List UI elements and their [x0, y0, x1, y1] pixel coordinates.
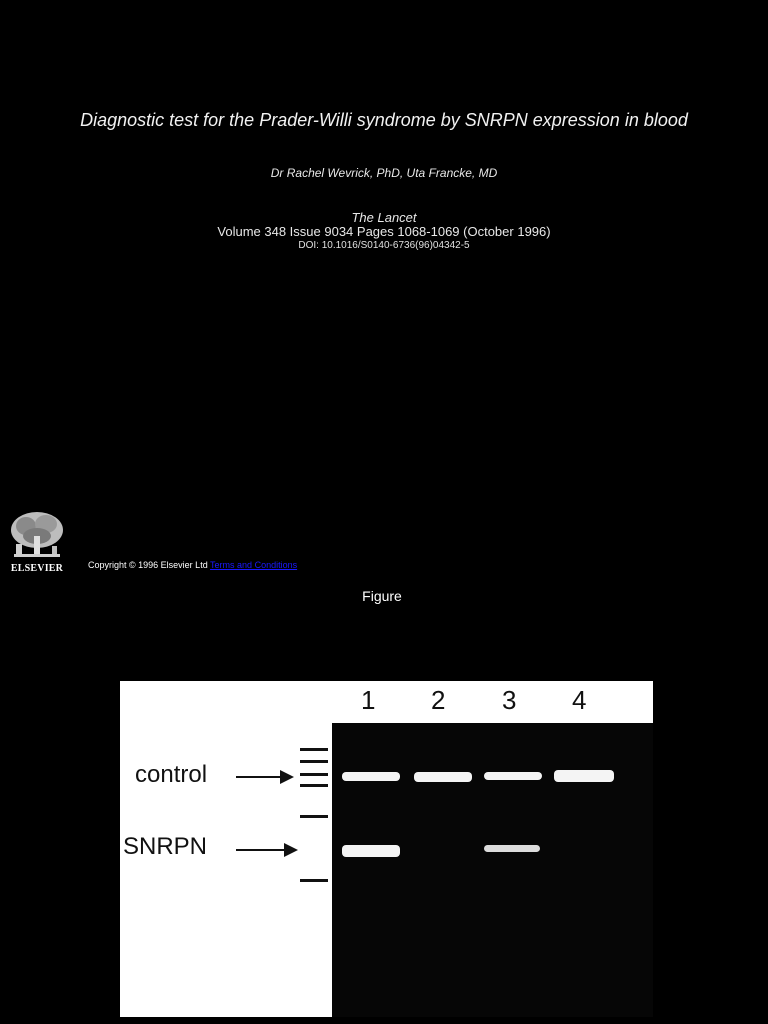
snrpn-arrow-icon: [236, 849, 296, 851]
volume-info: Volume 348 Issue 9034 Pages 1068-1069 (October 1996): [217, 224, 551, 239]
size-marker: [300, 815, 328, 818]
control-band-lane-1: [342, 772, 400, 781]
gel-image: [332, 723, 653, 1017]
elsevier-logo: [8, 510, 66, 574]
snrpn-band-lane-3: [484, 845, 540, 852]
snrpn-band-lane-1: [342, 845, 400, 857]
lane-number-1: 1: [361, 685, 376, 715]
article-authors: Dr Rachel Wevrick, PhD, Uta Francke, MD: [270, 166, 498, 180]
gel-figure: [120, 681, 653, 1017]
control-label: control: [135, 761, 208, 788]
size-marker: [300, 760, 328, 763]
lane-number-3: 3: [502, 685, 517, 715]
copyright-line: [88, 560, 297, 570]
elsevier-wordmark: ELSEVIER: [10, 563, 64, 574]
size-marker: [300, 773, 328, 776]
control-band-lane-2: [414, 772, 472, 782]
doi: DOI: 10.1016/S0140-6736(96)04342-5: [298, 240, 470, 251]
size-marker: [300, 879, 328, 882]
control-band-lane-3: [484, 772, 542, 780]
figure-label: Figure: [362, 588, 402, 604]
lane-number-2: 2: [431, 685, 446, 715]
control-arrow-icon: [236, 776, 292, 778]
journal-name: The Lancet: [351, 210, 417, 225]
snrpn-label: SNRPN: [123, 833, 208, 860]
terms-and-conditions-link[interactable]: Terms and Conditions: [210, 560, 298, 570]
size-marker: [300, 784, 328, 787]
control-band-lane-4: [554, 770, 614, 782]
copyright-text: Copyright © 1996 Elsevier Ltd: [88, 560, 208, 570]
lane-number-4: 4: [572, 685, 587, 715]
article-title: Diagnostic test for the Prader-Willi syndrome by SNRPN expression in blood: [80, 110, 688, 130]
size-marker: [300, 748, 328, 751]
elsevier-tree-icon: [8, 510, 66, 562]
